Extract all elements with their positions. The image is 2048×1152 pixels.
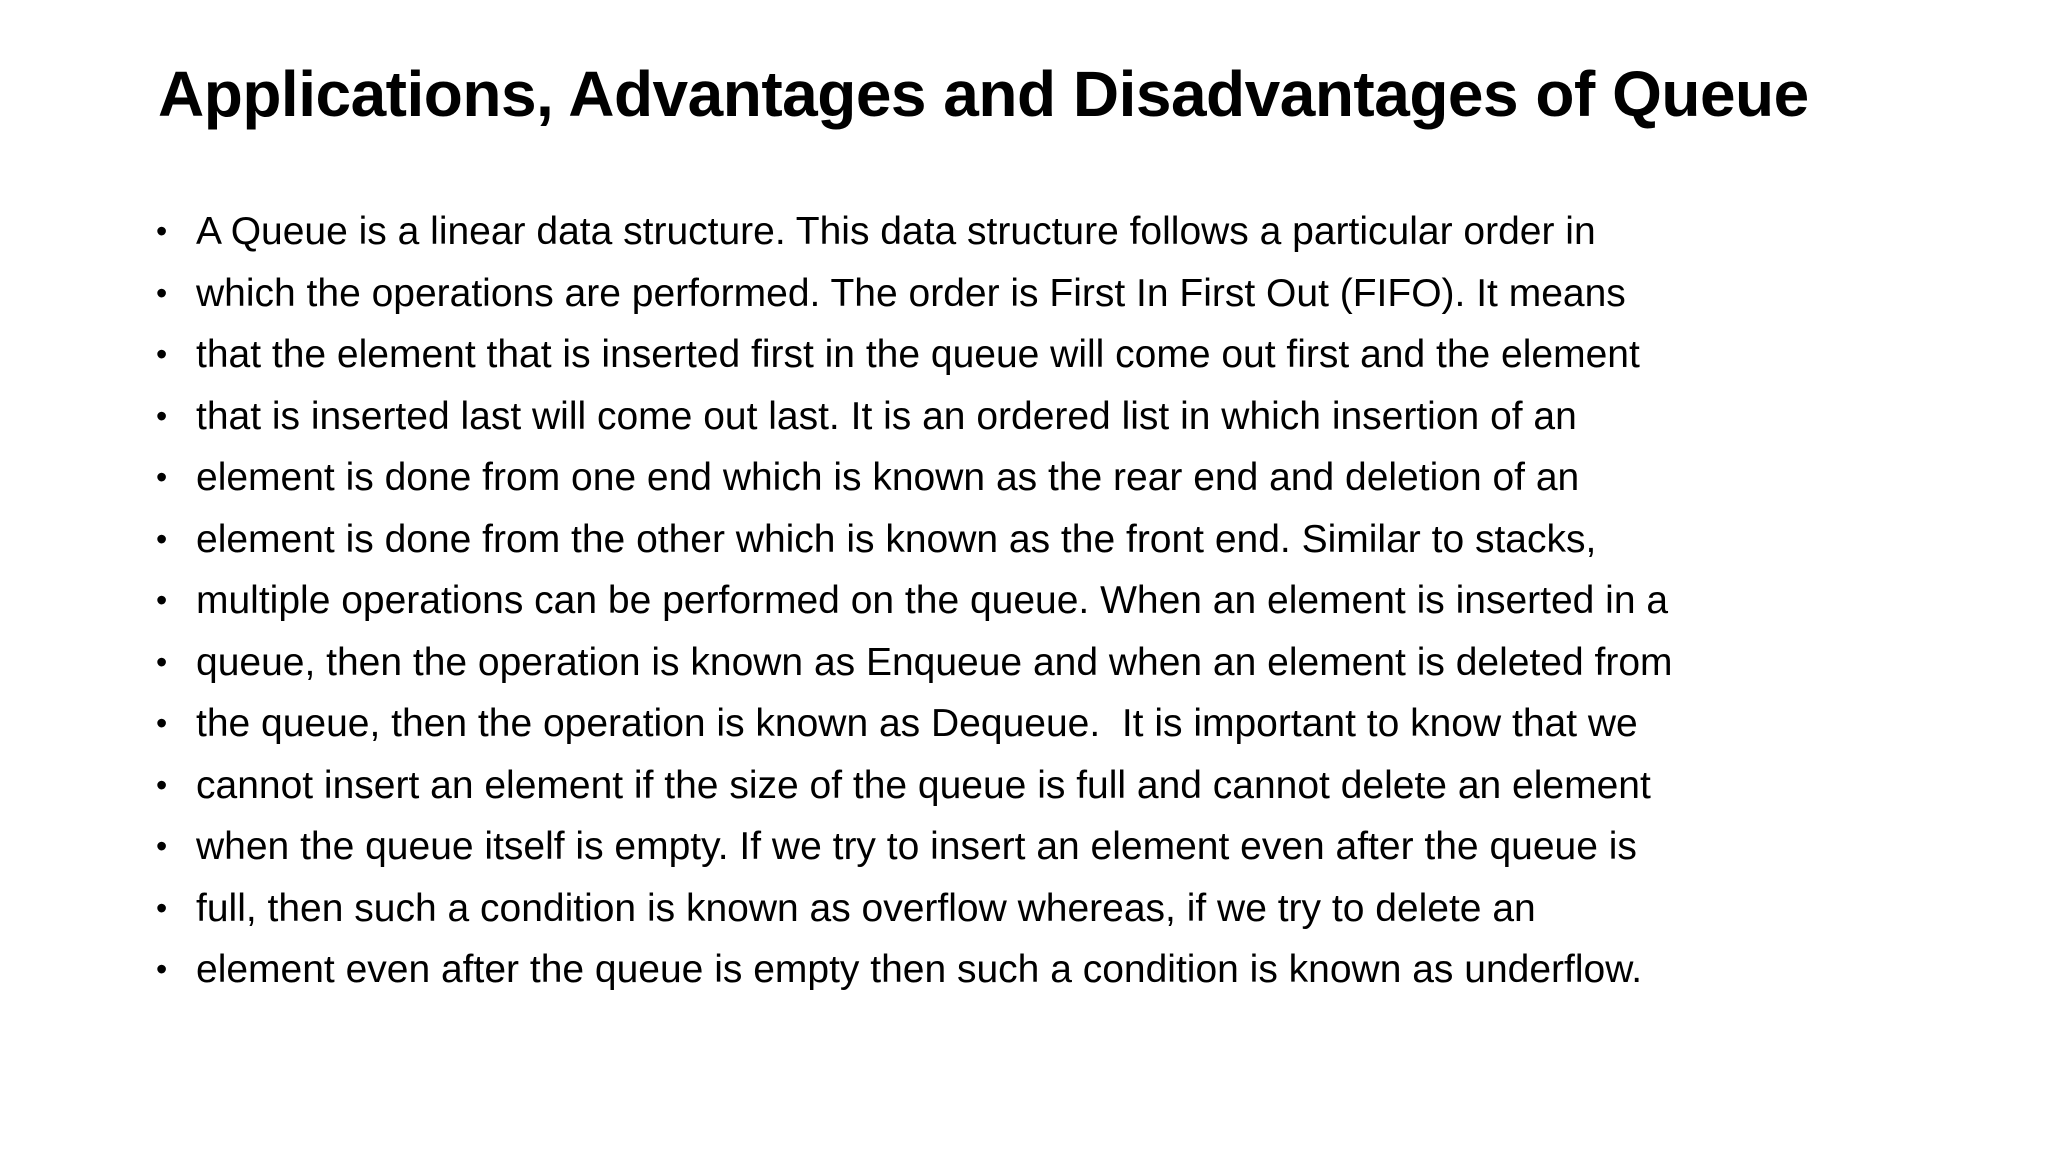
bullet-item	[156, 324, 1956, 386]
bullet-text: element is done from the other which is known as the front end. Similar to stacks,	[196, 517, 1597, 561]
bullet-text: the queue, then the operation is known as Dequeue. It is important to know that we	[196, 702, 1638, 745]
bullet-text: that the element that is inserted first in the queue will come out first and the element	[196, 333, 1640, 376]
bullet-item	[156, 509, 1956, 571]
bullet-icon: •	[156, 397, 168, 434]
bullet-list	[156, 201, 1956, 1001]
bullet-text: queue, then the operation is known as Enqueue and when an element is deleted from	[196, 640, 1673, 684]
bullet-icon: •	[156, 336, 168, 372]
bullet-text: element even after the queue is empty then such a condition is known as underflow.	[196, 948, 1643, 991]
bullet-item	[156, 939, 1956, 1001]
bullet-text: when the queue itself is empty. If we try to insert an element even after the queue is	[196, 825, 1637, 868]
bullet-text: full, then such a condition is known as overflow whereas, if we try to delete an	[196, 886, 1536, 930]
bullet-item	[156, 201, 1956, 263]
bullet-icon: •	[156, 643, 168, 680]
bullet-item	[156, 263, 1956, 325]
bullet-text: which the operations are performed. The order is First In First Out (FIFO). It means	[196, 271, 1626, 315]
bullet-icon: •	[156, 951, 168, 987]
bullet-icon: •	[156, 459, 168, 495]
bullet-icon: •	[156, 766, 168, 803]
bullet-icon: •	[156, 520, 168, 557]
bullet-item	[156, 632, 1956, 694]
bullet-item	[156, 755, 1956, 817]
bullet-text: element is done from one end which is known as the rear end and deletion of an	[196, 456, 1580, 499]
bullet-text: A Queue is a linear data structure. This data structure follows a particular order in	[196, 210, 1596, 253]
bullet-item	[156, 570, 1956, 632]
bullet-item	[156, 878, 1956, 940]
bullet-text: that is inserted last will come out last. It is an ordered list in which insertion of an	[196, 394, 1577, 438]
bullet-item	[156, 693, 1956, 755]
bullet-icon: •	[156, 889, 168, 926]
bullet-text: cannot insert an element if the size of the queue is full and cannot delete an element	[196, 763, 1651, 807]
bullet-item	[156, 386, 1956, 448]
bullet-icon: •	[156, 213, 168, 249]
bullet-item	[156, 816, 1956, 878]
bullet-item	[156, 447, 1956, 509]
bullet-text: multiple operations can be performed on the queue. When an element is inserted in a	[196, 579, 1669, 622]
bullet-icon: •	[156, 274, 168, 311]
bullet-icon: •	[156, 705, 168, 741]
bullet-icon: •	[156, 582, 168, 618]
bullet-icon: •	[156, 828, 168, 864]
slide-title: Applications, Advantages and Disadvantages of Queue	[158, 58, 1809, 130]
